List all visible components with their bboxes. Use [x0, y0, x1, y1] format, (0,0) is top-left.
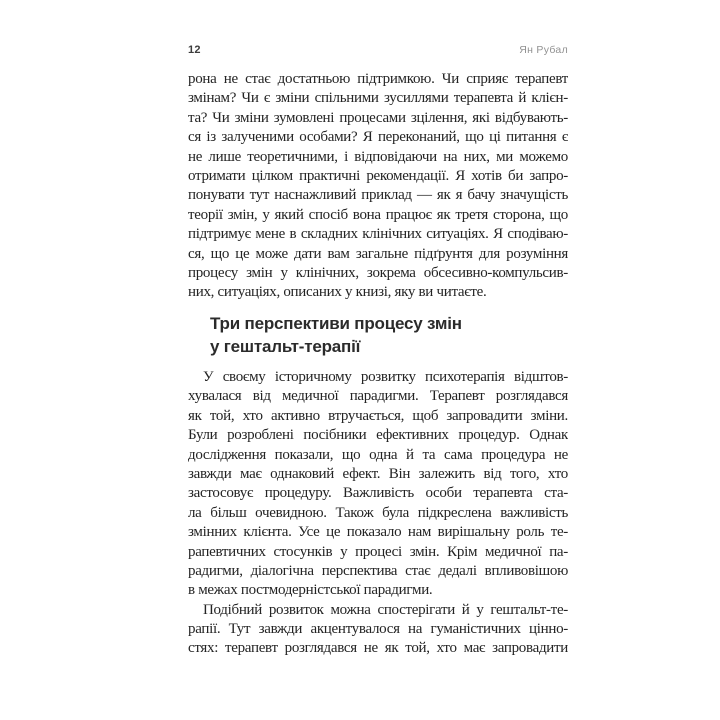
text-line: Подібний розвиток можна спостерігати й у гештальт-те- [203, 601, 568, 618]
text-line: радигми, діалогічна перспектива стає дедалі впливовішою [188, 562, 568, 579]
text-line: застосовує процедуру. Важливість особи терапевта ста- [188, 485, 568, 502]
text-line: процесу змін у клінічних, зокрема обсесивно-компульсив- [188, 264, 568, 281]
text-line: змінам? Чи є зміни спільними зусиллями терапевта й клієн- [188, 90, 568, 107]
body-paragraphs-main [188, 368, 568, 659]
text-line: Три перспективи процесу змін [210, 314, 462, 333]
paragraph [188, 601, 568, 659]
text-line: рапії. Тут завжди акцентувалося на гуманістичних цінно- [188, 621, 568, 638]
text-line: стях: терапевт розглядався не як той, хто має запровадити [188, 640, 568, 657]
text-line: в межах постмодерністської парадигми. [188, 582, 433, 599]
text-line: у гештальт-терапії [210, 336, 361, 356]
paragraph [188, 368, 568, 601]
body-paragraphs-top [188, 70, 568, 303]
page-number: 12 [188, 44, 201, 56]
text-line: них, ситуаціях, описаних у книзі, яку ви читаєте. [188, 284, 487, 301]
text-line: ся із залученими особами? Я переконаний, що ці питання є [188, 129, 568, 146]
text-line: змінних клієнта. Усе це показало нам вирішальну роль те- [188, 524, 568, 541]
text-line: та? Чи зміни зумовлені процесами зцілення, які відбувають- [188, 109, 568, 126]
text-line: рапевтичних стосунків у процесі змін. Крім медичної па- [188, 543, 568, 560]
paragraph [188, 70, 568, 303]
text-line: підтримує мене в складних клінічних ситуаціях. Я сподіваю- [188, 226, 568, 243]
text-line: Були розроблені посібники ефективних процедур. Однак [188, 427, 568, 444]
section-heading [210, 313, 568, 358]
text-line: отримати цілком практичні рекомендації. Я хотів би запро- [188, 167, 568, 184]
running-header-author: Ян Рубал [519, 44, 568, 56]
text-line: хувалася від медичної парадигми. Терапевт розглядався [188, 388, 568, 405]
text-line: У своєму історичному розвитку психотерапія відштов- [203, 369, 568, 385]
text-line: рона не стає достатньою підтримкою. Чи сприяє терапевт [188, 71, 568, 87]
text-line: завжди має однаковий ефект. Він залежить від того, хто [188, 465, 568, 482]
page-header [188, 44, 568, 60]
text-line: понувати тут наснажливий приклад — як я бачу значущість [188, 187, 568, 204]
text-line: дослідження показали, що одна й та сама процедура не [188, 446, 568, 463]
text-line: не лише теоретичними, і відповідаючи на них, ми можемо [188, 148, 568, 165]
text-line: як той, хто активно втручається, щоб запровадити зміни. [188, 407, 568, 424]
text-line: ся, що це може дати вам загальне підґрунтя для розуміння [188, 245, 568, 262]
text-line: теорії змін, у який спосіб вона працює як третя сторона, що [188, 206, 568, 223]
text-line: ла більш очевидною. Також була підкреслена важливість [188, 504, 568, 521]
